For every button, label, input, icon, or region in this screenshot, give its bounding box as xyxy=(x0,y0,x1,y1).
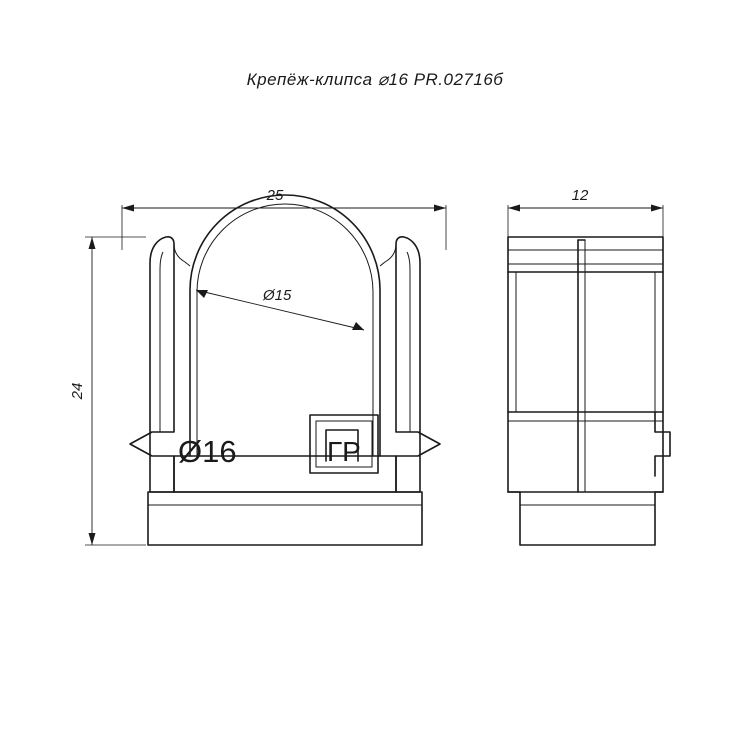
inner-diameter-arrow-left xyxy=(196,290,208,298)
front-nominal-label: Ø16 xyxy=(178,434,237,469)
side-view-geometry xyxy=(508,237,670,545)
front-right-arm-inner-line xyxy=(407,252,410,432)
side-width-arrow-right xyxy=(651,205,663,212)
front-left-arm xyxy=(130,237,174,492)
side-width-arrow-left xyxy=(508,205,520,212)
front-height-dimension xyxy=(69,237,146,545)
front-right-arm xyxy=(396,237,440,492)
logo-plate xyxy=(310,415,378,473)
side-base-plate xyxy=(520,492,655,545)
front-saddle-offset xyxy=(197,204,373,456)
drawing-title: Крепёж-клипса ⌀16 PR.02716б xyxy=(246,70,504,89)
side-width-label: 12 xyxy=(571,187,589,204)
front-height-arrow-top xyxy=(89,237,96,249)
logo-text: ГР xyxy=(327,436,361,467)
front-height-label: 24 xyxy=(69,382,86,400)
front-height-arrow-bottom xyxy=(89,533,96,545)
inner-diameter-arrow-right xyxy=(352,322,364,330)
front-left-tip-detail xyxy=(174,244,190,266)
front-width-arrow-right xyxy=(434,205,446,212)
front-right-tip-detail xyxy=(380,244,396,266)
front-left-arm-inner-line xyxy=(160,252,163,432)
front-width-arrow-left xyxy=(122,205,134,212)
inner-diameter-dimension xyxy=(196,287,364,330)
front-width-label: 25 xyxy=(266,187,284,204)
front-view-geometry xyxy=(130,195,440,545)
front-base-plate xyxy=(148,492,422,545)
inner-diameter-label: Ø15 xyxy=(263,287,292,304)
